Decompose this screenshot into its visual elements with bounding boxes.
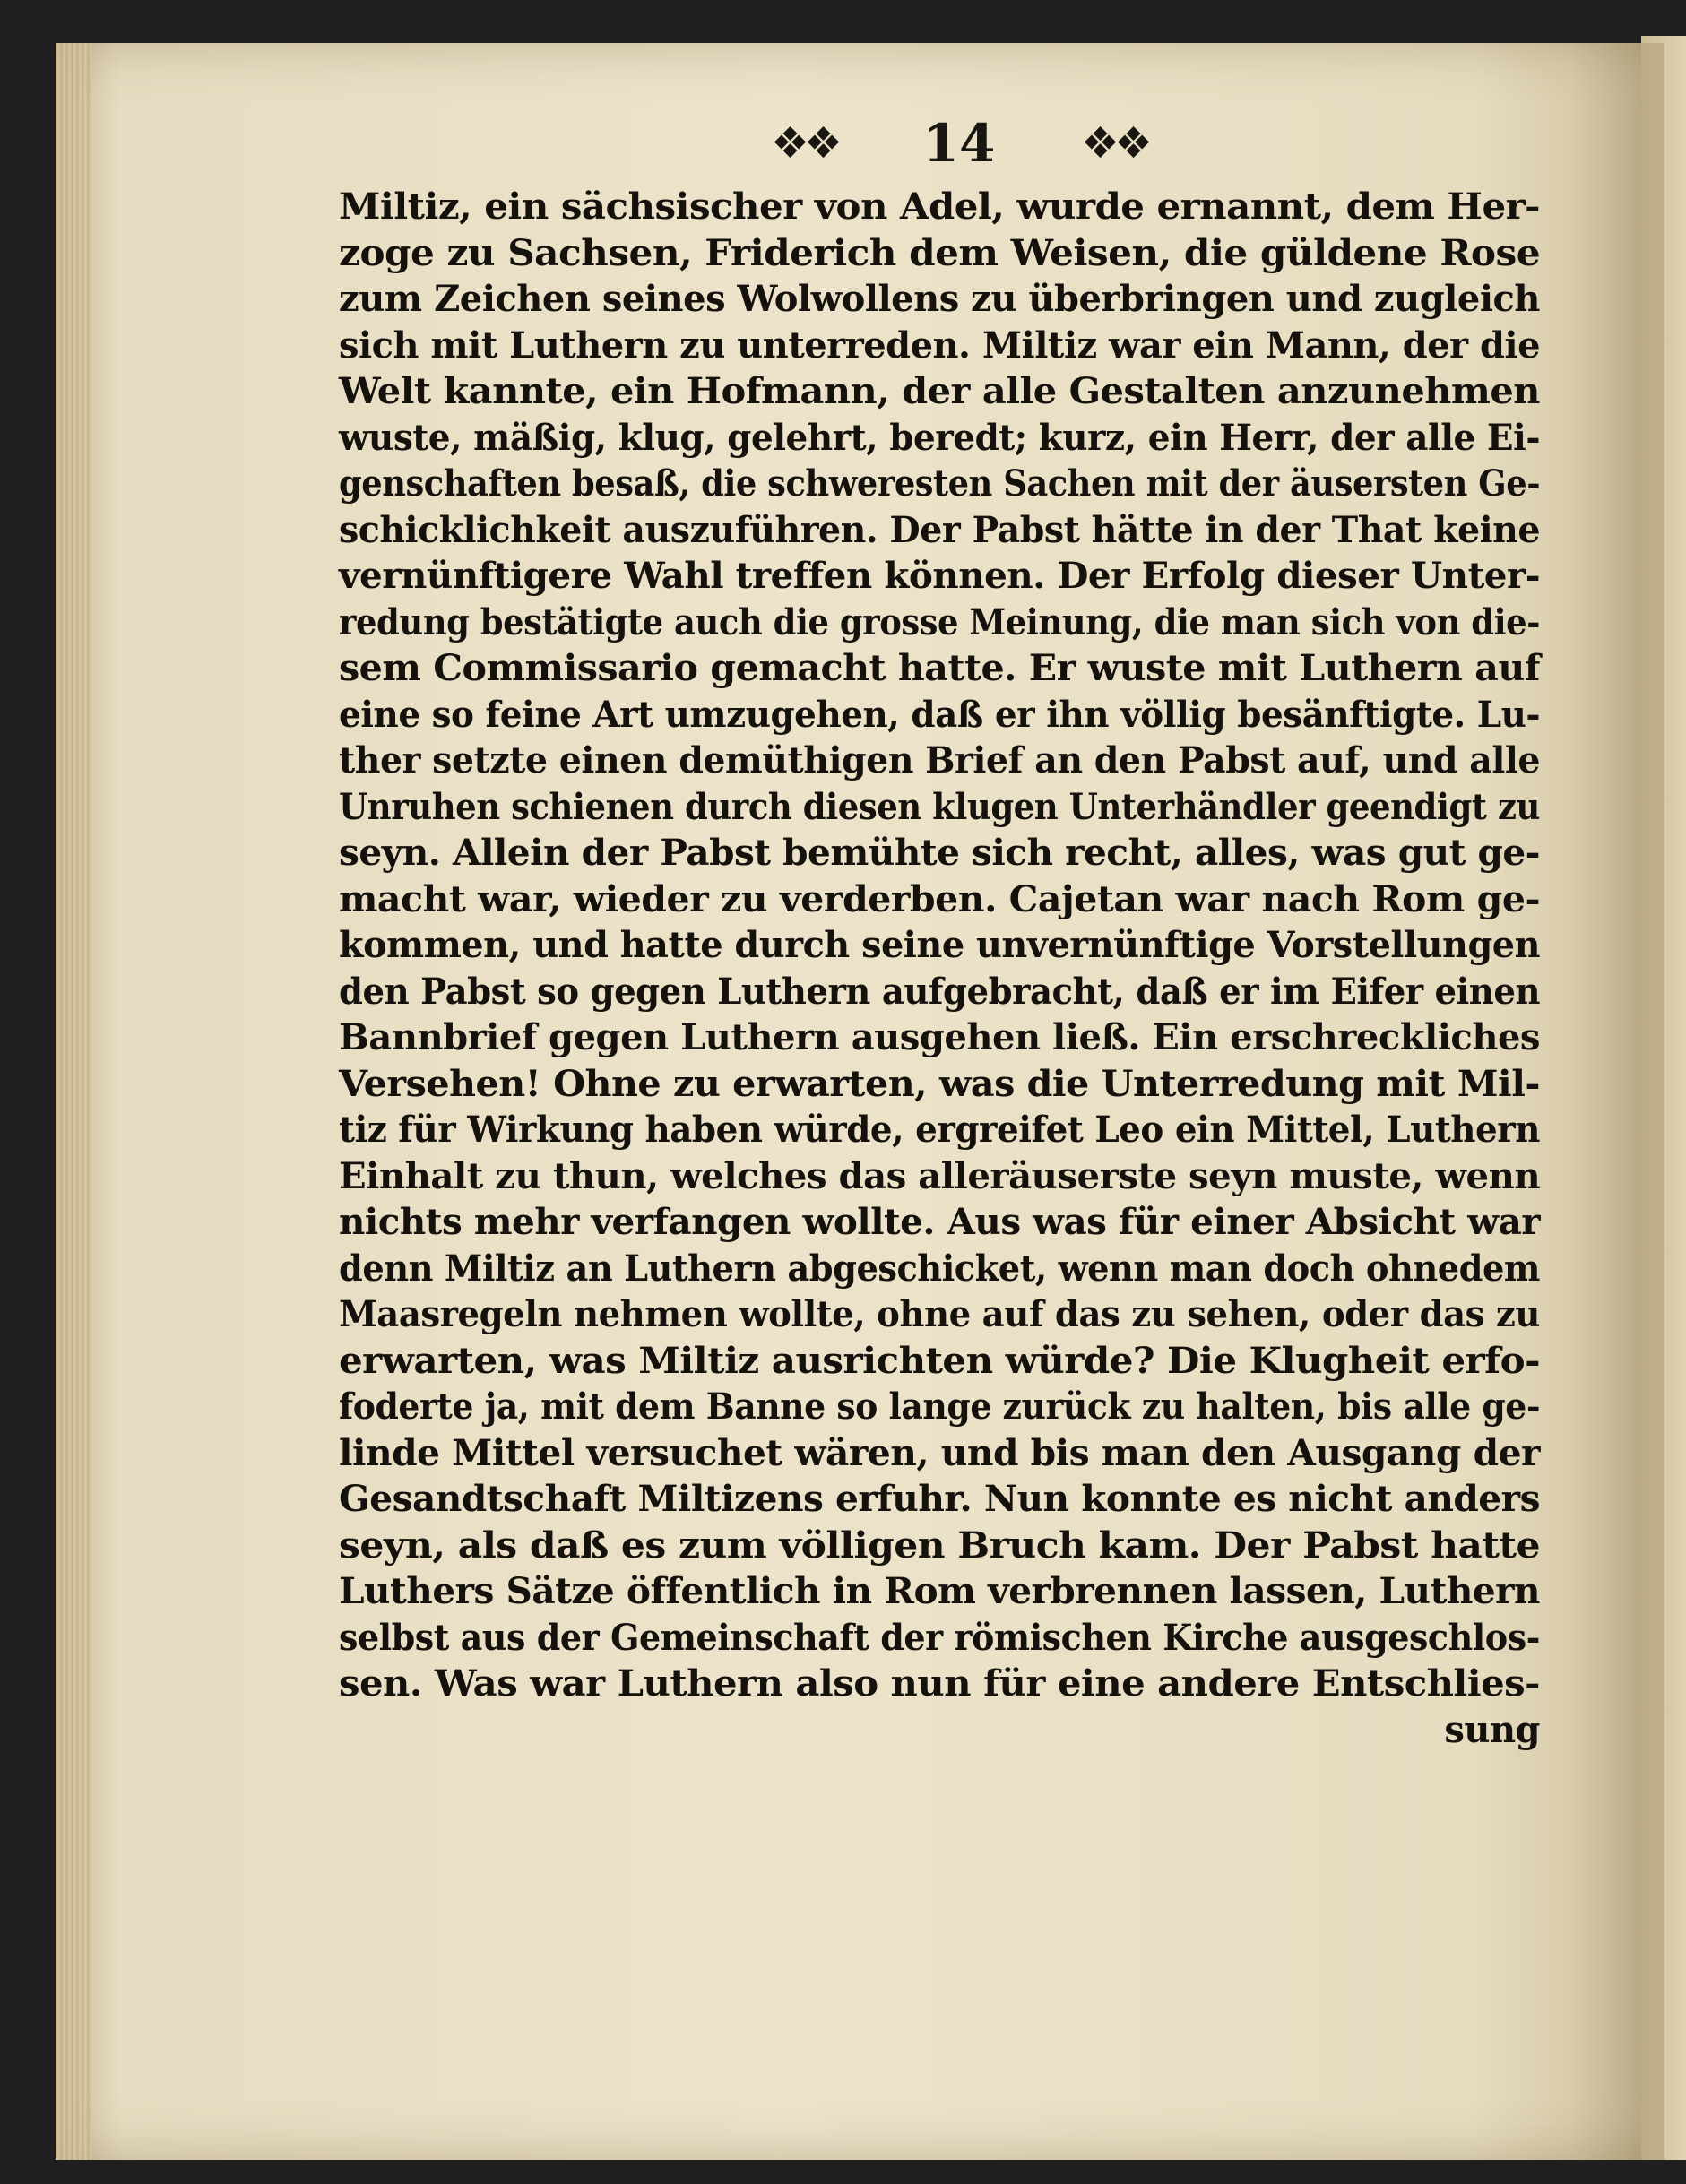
text-line: denn Miltiz an Luthern abgeschicket, wenn man doch ohnedem bbox=[339, 1247, 1540, 1290]
text-line: macht war, wieder zu verderben. Cajetan war nach Rom ge- bbox=[339, 877, 1540, 920]
text-line: sem Commissario gemacht hatte. Er wuste mit Luthern auf bbox=[339, 647, 1540, 689]
text-line: sich mit Luthern zu unterreden. Miltiz war ein Mann, der die bbox=[339, 324, 1541, 367]
text-line: eine so feine Art umzugehen, daß er ihn völlig besänftigte. Lu- bbox=[339, 693, 1541, 736]
text-line: Gesandtschaft Miltizens erfuhr. Nun konnte es nicht anders bbox=[339, 1478, 1540, 1520]
text-line: Versehen! Ohne zu erwarten, was die Unterredung mit Mil- bbox=[339, 1062, 1540, 1105]
text-line: linde Mittel versuchet wären, und bis man den Ausgang der bbox=[339, 1431, 1540, 1474]
text-line: sen. Was war Luthern also nun für eine andere Entschlies- bbox=[339, 1662, 1540, 1705]
text-line: nichts mehr verfangen wollte. Aus was für einer Absicht war bbox=[339, 1201, 1541, 1243]
gutter-shadow bbox=[1569, 43, 1664, 2160]
text-line: foderte ja, mit dem Banne so lange zurück zu halten, bis alle ge- bbox=[339, 1386, 1541, 1428]
text-line: tiz für Wirkung haben würde, ergreifet Leo ein Mittel, Luthern bbox=[339, 1109, 1540, 1151]
page-header bbox=[771, 112, 1147, 175]
page-edge-left bbox=[56, 43, 91, 2160]
text-line: den Pabst so gegen Luthern aufgebracht, daß er im Eifer einen bbox=[339, 970, 1541, 1013]
page-number: 14 bbox=[922, 113, 996, 174]
text-line: Bannbrief gegen Luthern ausgehen ließ. Ein erschreckliches bbox=[339, 1016, 1540, 1058]
text-line: Maasregeln nehmen wollte, ohne auf das zu sehen, oder das zu bbox=[339, 1293, 1540, 1335]
text-line: zoge zu Sachsen, Friderich dem Weisen, die güldene Rose bbox=[339, 231, 1541, 274]
text-line: zum Zeichen seines Wolwollens zu überbringen und zugleich bbox=[339, 278, 1540, 320]
text-line: Welt kannte, ein Hofmann, der alle Gestalten anzunehmen bbox=[339, 370, 1540, 412]
text-line: erwarten, was Miltiz ausrichten würde? Die Klugheit erfo- bbox=[339, 1339, 1540, 1382]
catchword: sung bbox=[1444, 1708, 1540, 1751]
text-line: Unruhen schienen durch diesen klugen Unterhändler geendigt zu bbox=[339, 785, 1540, 828]
text-line: wuste, mäßig, klug, gelehrt, beredt; kurz, ein Herr, der alle Ei- bbox=[339, 416, 1541, 459]
text-line: selbst aus der Gemeinschaft der römischen Kirche ausgeschlos- bbox=[339, 1616, 1540, 1659]
ornament-left-icon: ❖❖ bbox=[771, 118, 838, 168]
text-line: vernünftigere Wahl treffen können. Der Erfolg dieser Unter- bbox=[339, 555, 1541, 597]
text-line: Einhalt zu thun, welches das alleräuserste seyn muste, wenn bbox=[339, 1154, 1541, 1197]
text-line: Luthers Sätze öffentlich in Rom verbrennen lassen, Luthern bbox=[339, 1570, 1541, 1612]
text-line: seyn, als daß es zum völligen Bruch kam. Der Pabst hatte bbox=[339, 1524, 1540, 1567]
text-line: genschaften besaß, die schweresten Sachen mit der äusersten Ge- bbox=[339, 462, 1541, 505]
text-line: redung bestätigte auch die grosse Meinung, die man sich von die- bbox=[339, 600, 1541, 643]
text-line: kommen, und hatte durch seine unvernünftige Vorstellungen bbox=[339, 924, 1541, 966]
text-line: seyn. Allein der Pabst bemühte sich recht, alles, was gut ge- bbox=[339, 832, 1541, 874]
text-line: schicklichkeit auszuführen. Der Pabst hätte in der That keine bbox=[339, 508, 1541, 551]
body-text bbox=[339, 184, 1540, 1753]
text-line: Miltiz, ein sächsischer von Adel, wurde ernannt, dem Her- bbox=[339, 186, 1541, 228]
ornament-right-icon: ❖❖ bbox=[1080, 118, 1147, 168]
text-line: ther setzte einen demüthigen Brief an den Pabst auf, und alle bbox=[339, 739, 1541, 781]
